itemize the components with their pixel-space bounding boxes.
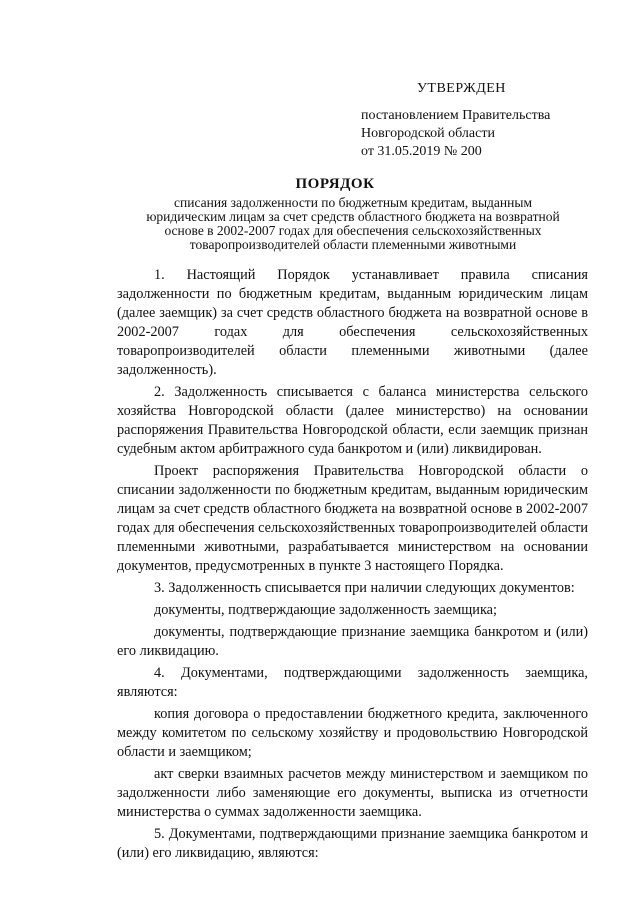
paragraph-4: 3. Задолженность списывается при наличии следующих документов: bbox=[154, 580, 575, 596]
subtitle-line: списания задолженности по бюджетным кредитам, выданным bbox=[174, 195, 532, 210]
approval-line-3: от 31.05.2019 № 200 bbox=[361, 144, 482, 159]
paragraph-9: акт сверки взаимных расчетов между министерством и заемщиком по задолженности либо заменяющие его документы, выписка из отчетности министерства о суммах задолженности заемщика. bbox=[117, 766, 588, 820]
subtitle-line: товаропроизводителей области племенными животными bbox=[189, 237, 517, 252]
document-subtitle bbox=[118, 196, 588, 252]
subtitle-line: основе в 2002-2007 годах для обеспечения сельскохозяйственных bbox=[164, 223, 542, 238]
paragraph-6: документы, подтверждающие признание заемщика банкротом и (или) его ликвидацию. bbox=[117, 624, 588, 659]
approval-title: УТВЕРЖДЕН bbox=[417, 81, 506, 96]
paragraph-8: копия договора о предоставлении бюджетного кредита, заключенного между комитетом по сельскому хозяйству и продовольствию Новгородской области и заемщиком; bbox=[117, 706, 588, 760]
document-title: ПОРЯДОК bbox=[295, 176, 375, 192]
paragraph-3: Проект распоряжения Правительства Новгородской области о списании задолженности по бюджетным кредитам, выданным юридическим лицам за счет средств областного бюджета на возвратной основе в 2002-2007 годах для обеспечения сельскохозяйственных товаропроизводителей области племенными животными, разрабатывается министерством на основании документов, предусмотренных в пункте 3 настоящего Порядка. bbox=[117, 463, 588, 574]
paragraph-10: 5. Документами, подтверждающими признание заемщика банкротом и (или) его ликвидацию, являются: bbox=[117, 826, 588, 861]
document-body bbox=[117, 266, 588, 866]
approval-stamp bbox=[361, 80, 550, 161]
approval-line-2: Новгородской области bbox=[361, 126, 495, 141]
paragraph-5: документы, подтверждающие задолженность заемщика; bbox=[154, 602, 497, 618]
subtitle-line: юридическим лицам за счет средств областного бюджета на возвратной bbox=[146, 209, 560, 224]
paragraph-7: 4. Документами, подтверждающими задолженность заемщика, являются: bbox=[117, 665, 588, 700]
paragraph-1: 1. Настоящий Порядок устанавливает правила списания задолженности по бюджетным кредитам, выданным юридическим лицам (далее заемщик) за счет средств областного бюджета на возвратной основе в 2002-2007 годах для обеспечения сельскохозяйственных товаропроизводителей области племенными животными (далее задолженность). bbox=[117, 267, 588, 378]
paragraph-2: 2. Задолженность списывается с баланса министерства сельского хозяйства Новгородской области (далее министерство) на основании распоряжения Правительства Новгородской области, если заемщик признан судебным актом арбитражного суда банкротом и (или) ликвидирован. bbox=[117, 384, 588, 457]
approval-line-1: постановлением Правительства bbox=[361, 108, 551, 123]
